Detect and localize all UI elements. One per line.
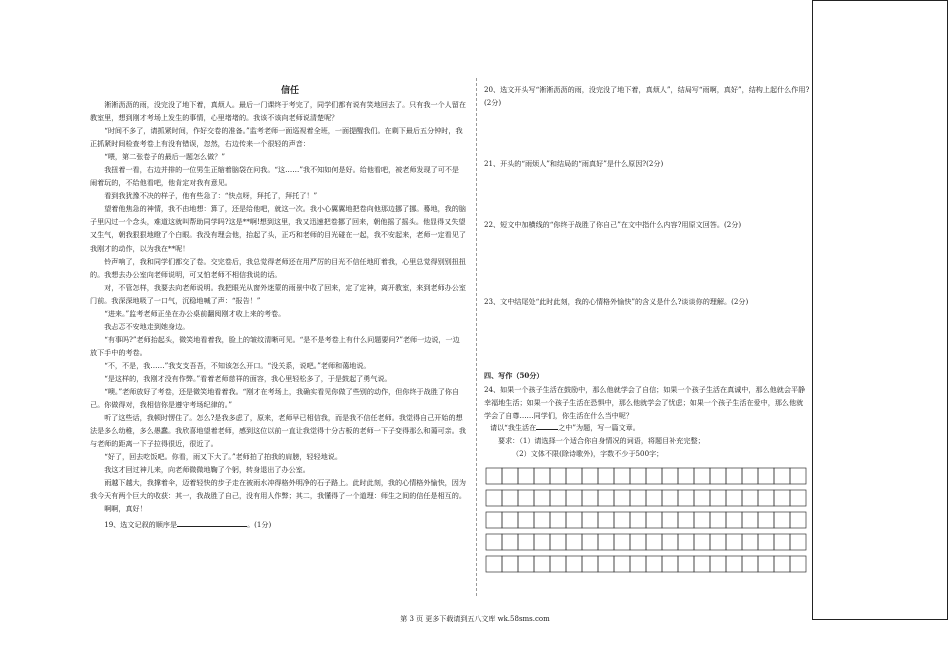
grid-cell[interactable] (550, 490, 566, 506)
grid-cell[interactable] (758, 468, 774, 484)
grid-cell[interactable] (534, 556, 550, 572)
grid-cell[interactable] (534, 468, 550, 484)
grid-cell[interactable] (502, 490, 518, 506)
grid-cell[interactable] (502, 534, 518, 550)
grid-cell[interactable] (678, 490, 694, 506)
paragraph: “进来。”监考老师正坐在办公桌前翻阅刚才收上来的考卷。 (104, 308, 286, 318)
grid-cell[interactable] (630, 468, 646, 484)
grid-cell[interactable] (582, 490, 598, 506)
grid-cell[interactable] (550, 512, 566, 528)
grid-cell[interactable] (774, 534, 790, 550)
writing-prompt-pre: 请以“我生活在 (490, 423, 537, 432)
paragraph: 看到我犹豫不决的样子，他有些急了：“快点呀，拜托了，拜托了！” (104, 191, 318, 201)
passage-title: 信任 (280, 86, 299, 96)
paragraph: 我忐忑不安地走到她身边。 (104, 321, 190, 331)
section-title-writing: 四、写作（50分） (484, 371, 544, 380)
grid-cell[interactable] (662, 556, 678, 572)
grid-cell[interactable] (614, 556, 630, 572)
grid-cell[interactable] (582, 468, 598, 484)
question-23: 23、文中结尾处“此时此刻，我的心情格外愉快”的含义是什么?谈谈你的理解。(2分) (484, 297, 749, 306)
grid-cell[interactable] (614, 490, 630, 506)
grid-cell[interactable] (598, 512, 614, 528)
grid-cell[interactable] (694, 512, 710, 528)
grid-cell[interactable] (678, 534, 694, 550)
grid-cell[interactable] (502, 512, 518, 528)
question-22: 22、短文中加横线的“你终于战胜了你自己”在文中指什么内容?用原文回答。(2分) (484, 220, 742, 229)
grid-cell[interactable] (694, 468, 710, 484)
grid-cell[interactable] (566, 556, 582, 572)
grid-cell[interactable] (758, 512, 774, 528)
grid-cell[interactable] (518, 534, 534, 550)
grid-cell[interactable] (726, 490, 742, 506)
paragraph: 我扭着一看，右边并排的一位男生正缩着脑袋在问我。“这……”我不知如何是好。给他看吧，被老师发现了可不是闹着玩的，不给他看吧，他肯定对我有意见。 (90, 165, 460, 188)
question-21: 21、开头的“雨烦人”和结局的“雨真好”是什么原因?(2分) (484, 159, 664, 168)
writing-requirement-2: （2）文体不限(除诗歌外)，字数不少于500字； (512, 449, 664, 458)
question-24: 24、如果一个孩子生活在鼓励中，那么他就学会了自信；如果一个孩子生活在真诚中，那么他就会平静幸福地生活；如果一个孩子生活在恐惧中，那么他就学会了忧虑；如果一个孩子生活在爱中，那么他就学会了自尊……同学们，你生活在什么当中呢？ (484, 385, 806, 420)
paragraph: 我这才回过神儿来，向老师微微地鞠了个躬，转身退出了办公室。 (104, 465, 310, 475)
grid-cell[interactable] (630, 490, 646, 506)
grid-cell[interactable] (790, 468, 806, 484)
grid-cell[interactable] (726, 468, 742, 484)
grid-cell[interactable] (630, 534, 646, 550)
grid-cell[interactable] (774, 490, 790, 506)
grid-cell[interactable] (774, 512, 790, 528)
writing-prompt (490, 421, 810, 434)
question-19 (90, 518, 466, 531)
grid-cell[interactable] (518, 490, 534, 506)
grid-cell[interactable] (758, 556, 774, 572)
paragraph: 望着他焦急的神情，我不由地想：算了，还是给他吧，就这一次。我小心翼翼地把卷向他那边挪了挪。蓦地，我的脑子里闪过一个念头，难道这就叫帮助同学吗?这是**啊!想到这里，我又迅速把卷挪了回来，朝他摇了摇头。他显得又失望又生气，朝我狠狠地瞪了个白眼。我没有理会他，抬起了头，正巧和老师的目光碰在一起，我不安起来，老师一定看见了我刚才的动作，以为我在**呢！ (90, 204, 466, 253)
grid-cell[interactable] (534, 534, 550, 550)
grid-cell[interactable] (486, 556, 502, 572)
grid-cell[interactable] (726, 512, 742, 528)
grid-cell[interactable] (486, 468, 502, 484)
grid-cell[interactable] (678, 556, 694, 572)
grid-cell[interactable] (662, 468, 678, 484)
question-20: 20、选文开头写“淅淅沥沥的雨，没完没了地下着，真烦人”，结局写“雨啊，真好”，结构上起什么作用?(2分) (484, 85, 810, 107)
grid-cell[interactable] (646, 468, 662, 484)
grid-cell[interactable] (710, 468, 726, 484)
paragraph: 啊啊，真好！ (104, 504, 147, 514)
paragraph: “好了，回去吃饭吧。你看，雨又下大了。”老师拍了拍我的肩膀，轻轻地说。 (104, 452, 342, 462)
paragraph: 淅淅沥沥的雨，没完没了地下着，真烦人。最后一门课终于考完了，同学们都有说有笑地回去了。只有我一个人留在教室里，想到刚才考场上发生的事情，心里堵堵的。我该不该向老师说清楚呢？ (90, 100, 466, 123)
grid-cell[interactable] (598, 534, 614, 550)
grid-cell[interactable] (550, 468, 566, 484)
grid-cell[interactable] (630, 512, 646, 528)
grid-cell[interactable] (726, 534, 742, 550)
grid-cell[interactable] (710, 512, 726, 528)
grid-cell[interactable] (646, 512, 662, 528)
grid-cell[interactable] (662, 512, 678, 528)
grid-cell[interactable] (646, 534, 662, 550)
grid-cell[interactable] (486, 490, 502, 506)
grid-cell[interactable] (662, 490, 678, 506)
grid-cell[interactable] (710, 490, 726, 506)
grid-cell[interactable] (582, 556, 598, 572)
grid-cell[interactable] (710, 534, 726, 550)
grid-cell[interactable] (614, 534, 630, 550)
passage-column (90, 98, 466, 531)
grid-cell[interactable] (614, 512, 630, 528)
grid-cell[interactable] (598, 490, 614, 506)
grid-cell[interactable] (566, 468, 582, 484)
grid-cell[interactable] (518, 512, 534, 528)
grid-cell[interactable] (774, 556, 790, 572)
grid-cell[interactable] (614, 468, 630, 484)
grid-cell[interactable] (582, 534, 598, 550)
grid-cell[interactable] (790, 556, 806, 572)
grid-cell[interactable] (502, 468, 518, 484)
grid-cell[interactable] (790, 490, 806, 506)
grid-cell[interactable] (550, 556, 566, 572)
grid-cell[interactable] (774, 468, 790, 484)
grid-cell[interactable] (662, 534, 678, 550)
grid-cell[interactable] (646, 490, 662, 506)
writing-prompt-post: 之中”为题，写一篇文章。 (558, 423, 640, 432)
grid-cell[interactable] (742, 490, 758, 506)
grid-cell[interactable] (694, 556, 710, 572)
grid-cell[interactable] (742, 534, 758, 550)
grid-cell[interactable] (790, 534, 806, 550)
grid-cell[interactable] (694, 534, 710, 550)
grid-cell[interactable] (486, 534, 502, 550)
composition-grid-svg[interactable] (484, 466, 810, 578)
paragraph: “不，不是，我……”我支支吾吾，不知该怎么开口。“没关系，说吧。”老师和蔼地说。 (104, 360, 371, 370)
paragraph: 对，不管怎样，我要去向老师说明。我把眼光从窗外迷蒙的雨景中收了回来，定了定神，离开教室，来到老师办公室门前。我深深地吸了一口气，沉稳地喊了声：“报告！” (90, 282, 466, 305)
grid-cell[interactable] (598, 468, 614, 484)
grid-cell[interactable] (566, 534, 582, 550)
grid-cell[interactable] (646, 556, 662, 572)
title-blank[interactable] (536, 421, 558, 430)
paragraph: 铃声响了，我和同学们都交了卷。交完卷后，我总觉得老师还在用严厉的目光不信任地盯着我，心里总觉得别别扭扭的。我想去办公室向老师说明，可又怕老师不相信我说的话。 (90, 256, 466, 279)
answer-blank-19[interactable] (177, 518, 247, 527)
grid-cell[interactable] (486, 512, 502, 528)
grid-cell[interactable] (694, 490, 710, 506)
paragraph: “有事吗?”老师抬起头，微笑地看着我，脸上的皱纹清晰可见。“是不是考卷上有什么问题要问?”老师一边说，一边放下手中的考卷。 (90, 334, 460, 357)
grid-cell[interactable] (518, 468, 534, 484)
grid-cell[interactable] (534, 512, 550, 528)
paragraph: “噢。”老师放好了考卷，还是微笑地看着我。“刚才在考场上，我确实看见你做了些别的动作，但你终于战胜了你自己。你做得对，我相信你是遵守考场纪律的。” (90, 387, 460, 410)
column-divider (476, 78, 477, 596)
binding-margin-box (812, 0, 948, 620)
grid-cell[interactable] (566, 490, 582, 506)
paragraph: “喂，第二张卷子的最后一题怎么做？” (104, 152, 225, 162)
grid-cell[interactable] (502, 556, 518, 572)
grid-cell[interactable] (678, 512, 694, 528)
grid-cell[interactable] (742, 512, 758, 528)
grid-cell[interactable] (758, 534, 774, 550)
page-footer: 第 3 页 更多下载请到五八文库 wk.58sms.com (400, 615, 550, 623)
paragraph: 听了这些话，我顿时愣住了。怎么?是我多虑了，原来，老师早已相信我，而是我不信任老师。我觉得自己开始的想法是多么幼稚，多么愚蠢。我欣喜地望着老师，感到这位以前一直让我觉得十分古板的老师一下子变得那么和蔼可亲。我与老师的距离一下子拉得很近，很近了。 (90, 413, 466, 449)
grid-cell[interactable] (550, 534, 566, 550)
question-19-points: 。(1分) (247, 519, 272, 529)
grid-cell[interactable] (726, 556, 742, 572)
grid-cell[interactable] (598, 556, 614, 572)
grid-cell[interactable] (534, 490, 550, 506)
grid-cell[interactable] (566, 512, 582, 528)
grid-cell[interactable] (518, 556, 534, 572)
paragraph: “时间不多了，请抓紧时间，作好交卷的准备。”监考老师一面巡视着全班，一面提醒我们。在剩下最后五分钟时，我正抓紧时间检查考卷上有没有错误，忽然，右边传来一个很轻的声音： (90, 126, 463, 149)
writing-requirement-1: 要求：（1）请选择一个适合你自身情况的词语，将题目补充完整； (498, 436, 705, 445)
grid-cell[interactable] (582, 512, 598, 528)
paragraph: “是这样的，我刚才没有作弊。”看着老师慈祥的面容，我心里轻松多了，于是鼓起了勇气说。 (104, 373, 392, 383)
question-19-text: 19、选文记叙的顺序是 (104, 519, 178, 529)
grid-cell[interactable] (710, 556, 726, 572)
grid-cell[interactable] (742, 468, 758, 484)
grid-cell[interactable] (678, 468, 694, 484)
grid-cell[interactable] (758, 490, 774, 506)
paragraph: 雨越下越大，我撑着伞，迈着轻快的步子走在被雨水冲得格外明净的石子路上。此时此刻，我的心情格外愉快，因为我今天有两个巨大的收获：其一，我战胜了自己，没有用人作弊；其二，我懂得了一个道理：师生之间的信任是相互的。 (90, 478, 466, 501)
grid-cell[interactable] (790, 512, 806, 528)
composition-grid[interactable] (484, 466, 810, 578)
grid-cell[interactable] (742, 556, 758, 572)
grid-cell[interactable] (630, 556, 646, 572)
